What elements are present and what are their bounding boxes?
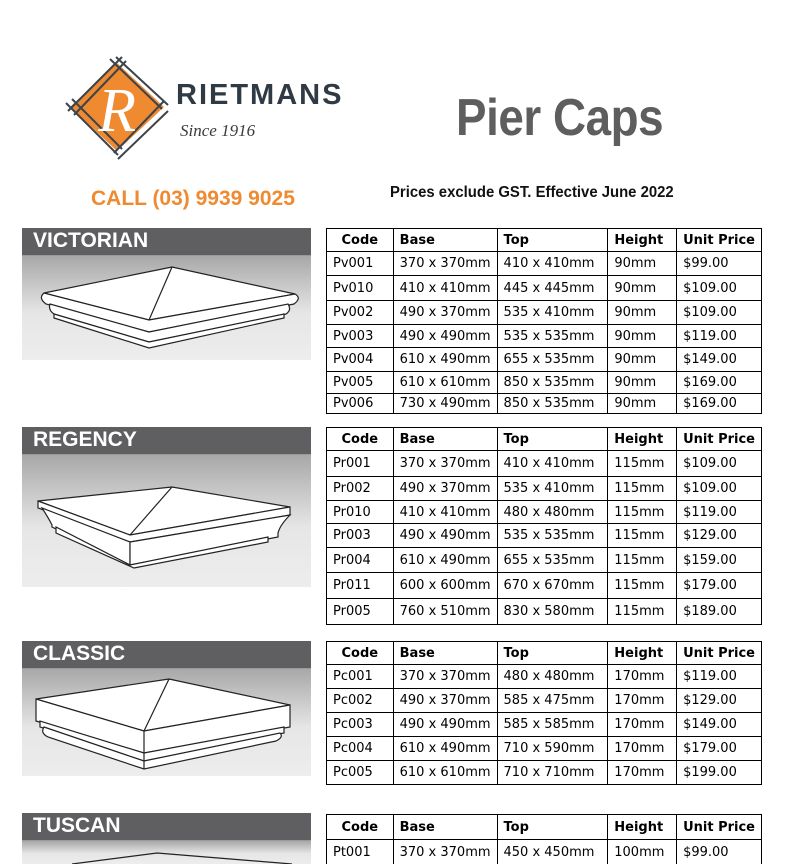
cell-base: 490 x 370mm [393,689,497,713]
cell-height: 115mm [608,524,677,548]
cell-top: 710 x 710mm [497,761,608,785]
cell-height: 115mm [608,451,677,477]
regency-cap-drawing-icon [22,455,311,587]
cell-code: Pr002 [327,477,394,501]
cell-base: 610 x 610mm [393,761,497,785]
section-title-tuscan: TUSCAN [22,813,311,841]
cell-code: Pv004 [327,348,394,372]
cell-base: 370 x 370mm [393,665,497,689]
header-code: Code [327,815,394,840]
cell-price: $189.00 [677,599,762,625]
cell-top: 535 x 535mm [497,325,608,348]
cell-price: $129.00 [677,689,762,713]
cell-code: Pv010 [327,276,394,301]
cell-top: 710 x 590mm [497,737,608,761]
cell-height: 170mm [608,689,677,713]
cell-top: 450 x 450mm [497,840,608,864]
cell-height: 90mm [608,372,677,394]
cell-top: 850 x 535mm [497,372,608,394]
cell-code: Pr010 [327,501,394,524]
header-base: Base [393,815,497,840]
cell-height: 90mm [608,252,677,276]
table-row [327,524,762,548]
section-title-regency: REGENCY [22,427,311,455]
cell-height: 90mm [608,301,677,325]
cell-height: 115mm [608,501,677,524]
brand-name: RIETMANS [176,79,344,111]
cell-top: 535 x 410mm [497,301,608,325]
classic-price-table [326,641,762,785]
table-row [327,840,762,864]
svg-text:R: R [98,77,136,145]
cell-price: $99.00 [677,252,762,276]
regency-pier-cap-image [22,455,311,587]
header-code: Code [327,642,394,665]
tuscan-cap-drawing-icon [22,841,311,864]
cell-price: $129.00 [677,524,762,548]
cell-height: 90mm [608,325,677,348]
cell-price: $119.00 [677,665,762,689]
cell-price: $109.00 [677,301,762,325]
cell-code: Pv006 [327,394,394,414]
cell-top: 830 x 580mm [497,599,608,625]
cell-base: 490 x 490mm [393,325,497,348]
cell-height: 115mm [608,548,677,573]
cell-top: 585 x 585mm [497,713,608,737]
pricing-notice: Prices exclude GST. Effective June 2022 [390,184,674,201]
cell-base: 410 x 410mm [393,501,497,524]
table-row [327,501,762,524]
cell-price: $99.00 [677,840,762,864]
rietmans-diamond-logo-icon [60,55,175,160]
table-row [327,737,762,761]
table-row [327,599,762,625]
victorian-pier-cap-image [22,256,311,360]
cell-price: $109.00 [677,276,762,301]
section-title-victorian: VICTORIAN [22,228,311,256]
table-row [327,477,762,501]
cell-code: Pr004 [327,548,394,573]
table-row [327,451,762,477]
cell-base: 610 x 610mm [393,372,497,394]
cell-code: Pr001 [327,451,394,477]
cell-base: 410 x 410mm [393,276,497,301]
cell-code: Pr005 [327,599,394,625]
cell-top: 850 x 535mm [497,394,608,414]
cell-height: 100mm [608,840,677,864]
table-row [327,689,762,713]
header-height: Height [608,229,677,252]
cell-height: 90mm [608,276,677,301]
cell-height: 90mm [608,348,677,372]
table-header-row [327,815,762,840]
cell-price: $169.00 [677,372,762,394]
header-unit-price: Unit Price [677,642,762,665]
classic-pier-cap-image [22,669,311,776]
brand-tagline: Since 1916 [180,121,256,140]
cell-height: 170mm [608,761,677,785]
header-base: Base [393,229,497,252]
cell-code: Pc004 [327,737,394,761]
cell-price: $119.00 [677,325,762,348]
cell-code: Pc003 [327,713,394,737]
cell-top: 535 x 535mm [497,524,608,548]
cell-price: $169.00 [677,394,762,414]
cell-code: Pc005 [327,761,394,785]
cell-height: 170mm [608,713,677,737]
table-row [327,394,762,414]
cell-height: 115mm [608,573,677,599]
cell-top: 655 x 535mm [497,548,608,573]
table-row [327,252,762,276]
cell-height: 115mm [608,599,677,625]
cell-code: Pr003 [327,524,394,548]
header-unit-price: Unit Price [677,815,762,840]
cell-base: 730 x 490mm [393,394,497,414]
cell-price: $179.00 [677,573,762,599]
cell-price: $119.00 [677,501,762,524]
table-header-row [327,642,762,665]
company-logo [60,55,360,160]
cell-code: Pv002 [327,301,394,325]
cell-code: Pc001 [327,665,394,689]
cell-height: 170mm [608,737,677,761]
cell-code: Pt001 [327,840,394,864]
table-header-row [327,229,762,252]
cell-base: 490 x 490mm [393,524,497,548]
header-code: Code [327,428,394,451]
cell-code: Pv001 [327,252,394,276]
cell-code: Pr011 [327,573,394,599]
header-height: Height [608,642,677,665]
header-height: Height [608,815,677,840]
table-row [327,301,762,325]
cell-base: 610 x 490mm [393,348,497,372]
table-row [327,372,762,394]
cell-height: 115mm [608,477,677,501]
header-height: Height [608,428,677,451]
table-row [327,276,762,301]
cell-base: 610 x 490mm [393,548,497,573]
regency-price-table [326,427,762,625]
table-row [327,761,762,785]
table-row [327,325,762,348]
cell-base: 370 x 370mm [393,451,497,477]
cell-base: 760 x 510mm [393,599,497,625]
cell-code: Pv005 [327,372,394,394]
phone-number: CALL (03) 9939 9025 [91,187,295,210]
victorian-price-table [326,228,762,414]
cell-price: $149.00 [677,348,762,372]
table-row [327,713,762,737]
cell-top: 655 x 535mm [497,348,608,372]
header-top: Top [497,428,608,451]
cell-price: $179.00 [677,737,762,761]
header-top: Top [497,815,608,840]
cell-top: 480 x 480mm [497,665,608,689]
header-top: Top [497,229,608,252]
header-top: Top [497,642,608,665]
cell-top: 670 x 670mm [497,573,608,599]
header-unit-price: Unit Price [677,229,762,252]
cell-height: 90mm [608,394,677,414]
header-unit-price: Unit Price [677,428,762,451]
victorian-cap-drawing-icon [22,256,311,360]
cell-top: 480 x 480mm [497,501,608,524]
cell-code: Pv003 [327,325,394,348]
table-row [327,573,762,599]
header-code: Code [327,229,394,252]
cell-base: 490 x 490mm [393,713,497,737]
cell-top: 410 x 410mm [497,451,608,477]
cell-top: 410 x 410mm [497,252,608,276]
cell-price: $109.00 [677,451,762,477]
cell-price: $159.00 [677,548,762,573]
table-row [327,548,762,573]
cell-top: 585 x 475mm [497,689,608,713]
cell-base: 490 x 370mm [393,477,497,501]
tuscan-price-table [326,814,762,864]
table-row [327,348,762,372]
cell-code: Pc002 [327,689,394,713]
table-header-row [327,428,762,451]
tuscan-pier-cap-image [22,841,311,864]
cell-base: 610 x 490mm [393,737,497,761]
header-base: Base [393,642,497,665]
classic-cap-drawing-icon [22,669,311,776]
cell-base: 600 x 600mm [393,573,497,599]
cell-top: 445 x 445mm [497,276,608,301]
cell-price: $109.00 [677,477,762,501]
cell-top: 535 x 410mm [497,477,608,501]
section-title-classic: CLASSIC [22,641,311,669]
header-base: Base [393,428,497,451]
page-title: Pier Caps [456,89,664,147]
cell-base: 490 x 370mm [393,301,497,325]
cell-price: $149.00 [677,713,762,737]
table-row [327,665,762,689]
cell-base: 370 x 370mm [393,252,497,276]
cell-base: 370 x 370mm [393,840,497,864]
cell-height: 170mm [608,665,677,689]
cell-price: $199.00 [677,761,762,785]
